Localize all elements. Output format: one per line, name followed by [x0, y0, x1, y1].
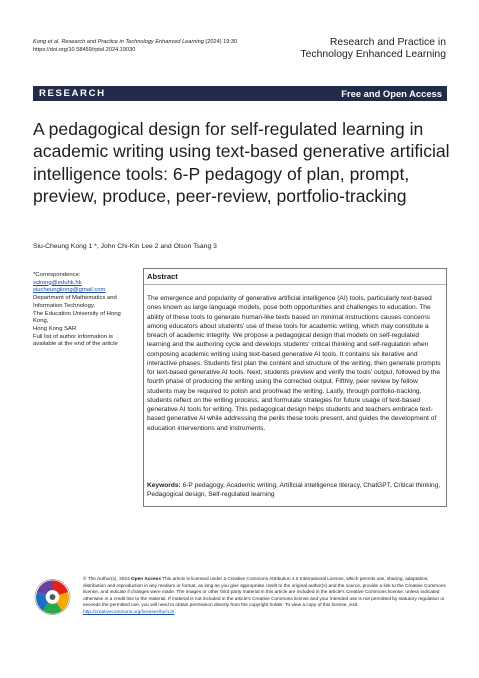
keywords-label: Keywords: [147, 482, 181, 489]
journal-name-line1: Research and Practice in [329, 37, 446, 48]
author-list: Siu-Cheung Kong 1 *, John Chi-Kin Lee 2 and Olson Tsang 3 [33, 243, 217, 250]
section-label: RESEARCH [39, 88, 106, 99]
license-text: This article is licensed under a Creative Commons Attribution 4.0 International License, which permits use, sharing, adaptation, distribution and reproduction in any medium or format, as long as you give appropriate credit to the original author(s) and the source, provide a link to the Creative Commons license, and indicate if changes were made. The images or other third party material in this article are included in the article's Creative Commons license, unless indicated otherwise in a credit line to the material. If material is not included in the article's Creative Commons license and your intended use is not permitted by statutory regulation or exceeds the permitted use, you will need to obtain permission directly from the copyright holder. To view a copy of this license, visit [83, 577, 446, 609]
email-link-primary[interactable]: sckong@eduhk.hk [33, 279, 82, 286]
abstract-divider [144, 284, 446, 285]
abstract-box [143, 268, 447, 507]
citation-authors: Kong et al. [33, 39, 60, 45]
apsce-society-logo-icon [33, 577, 72, 617]
section-band [33, 86, 447, 101]
abstract-heading: Abstract [147, 272, 178, 281]
license-url-link[interactable]: http://creativecommons.org/licenses/by/4.0/ [83, 609, 175, 615]
dept-line2: Information Technology, [33, 302, 95, 309]
author-info-note2: available at the end of the article [33, 341, 118, 348]
email-link-secondary[interactable]: siucheungkong@gmail.com [33, 287, 106, 294]
dept-line1: Department of Mathematics and [33, 295, 117, 302]
journal-name [300, 37, 446, 61]
article-title: A pedagogical design for self-regulated learning in academic writing using text-based generative artificial intelligence tools: 6-P pedagogy of plan, prompt, preview, produce, peer-review, portfolio-tracking [33, 119, 450, 206]
copyright-text: © The Author(s). 2024 [83, 577, 130, 582]
correspondence-block [33, 272, 137, 349]
citation-block [33, 38, 237, 54]
keywords-list: 6-P pedagogy, Academic writing, Artificial intelligence literacy, ChatGPT, Critical thinking, Pedagogical design, Self-regulated learning [147, 482, 441, 499]
author-info-note1: Full list of author information is [33, 333, 113, 340]
citation-journal: Research and Practice in Technology Enhanced Learning [61, 39, 204, 45]
abstract-body: The emergence and popularity of generative artificial intelligence (AI) tools, particularly text-based ones known as large language models, pose both opportunities and challenges to education. The ability of these tools to generate human-like texts based on minimal instructions causes concerns among educators about students' use of these tools for academic writing, which may constitute a breach of academic integrity. We propose a pedagogical design that models on self-regulated learning and the authoring cycle and develops students' critical thinking and self-regulation when composing academic writing using text-based generative AI tools. It contains six iterative and interactive phases. Students first plan the content and structure of the writing, then generate prompts for text-based generative AI tools. Next, students preview and verify the tools' output, followed by the fourth phase of producing the writing using the corrected output. Fifthly, peer review by fellow students may be required to polish and proofread the writing. Lastly, through portfolio-tracking, students reflect on the writing process, and formulate strategies for future usage of text-based generative AI tools for writing. This pedagogical design helps students and teachers embrace text-based generative AI while addressing the perils these tools present, and guides the development of education interventions and instruments. [147, 295, 441, 432]
keywords [147, 481, 443, 500]
univ-line1: The Education University of Hong [33, 310, 121, 317]
location: Hong Kong SAR [33, 325, 77, 332]
journal-name-line2: Technology Enhanced Learning [300, 49, 446, 60]
license-block [83, 577, 451, 617]
correspondence-label: *Correspondence: [33, 272, 81, 278]
license-end: . [174, 609, 176, 615]
citation-year: (2024) 19:30 [205, 39, 238, 45]
doi-link[interactable]: https://doi.org/10.58459/rptel.2024.19030 [33, 47, 136, 53]
open-access-label: Free and Open Access [341, 88, 442, 99]
univ-line2: Kong, [33, 318, 49, 325]
open-access-note: Open Access [131, 577, 161, 582]
